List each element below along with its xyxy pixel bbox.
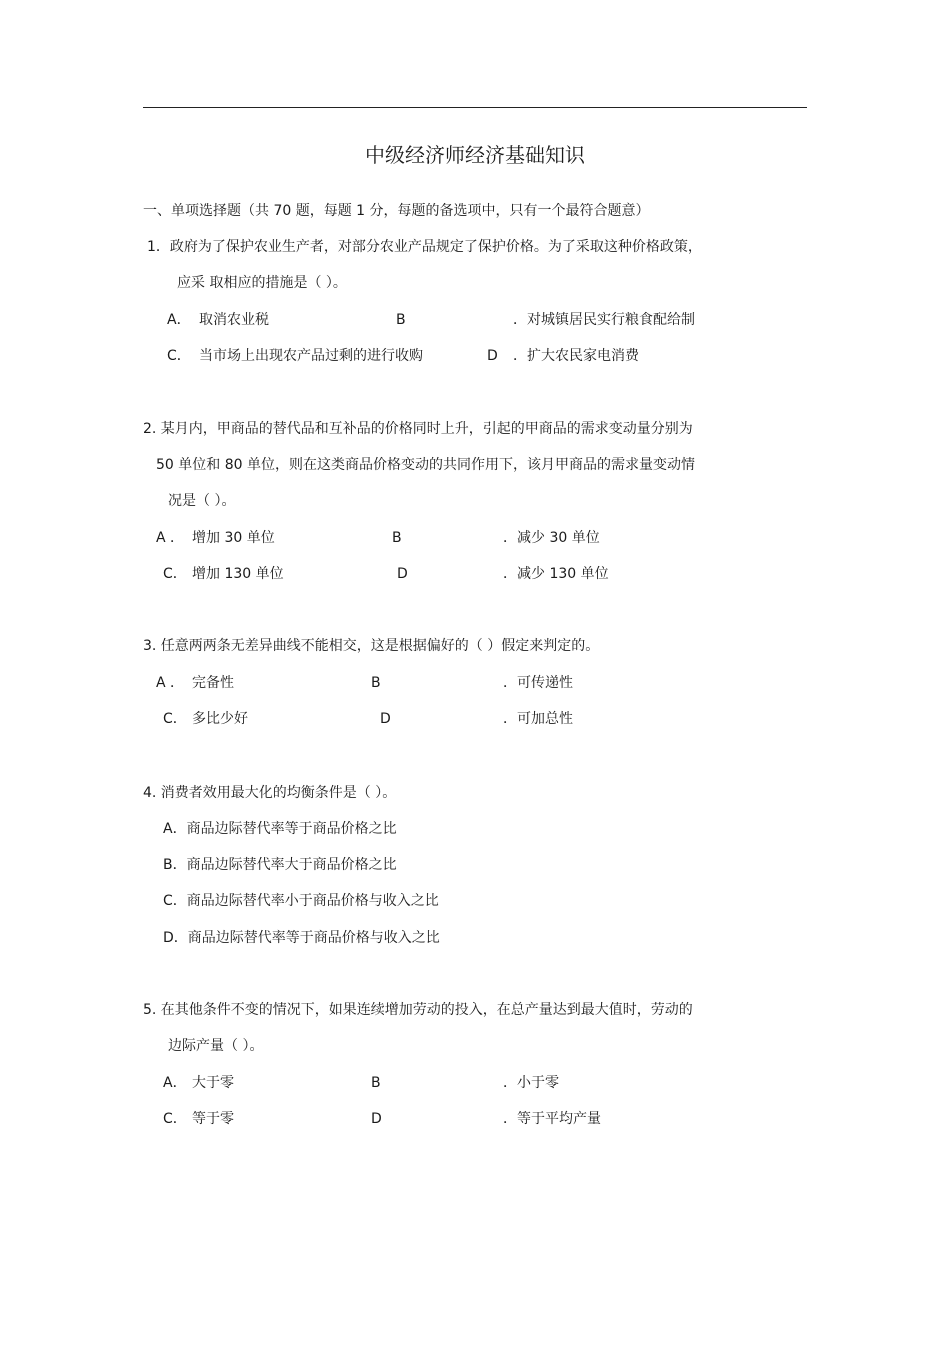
option-a-text: 取消农业税	[199, 312, 269, 328]
option-b-letter: B	[396, 312, 406, 328]
option-d-text: ．减少 130 单位	[503, 566, 609, 582]
option-d-letter: D	[397, 566, 408, 582]
section-heading: 一、单项选择题（共 70 题，每题 1 分，每题的备选项中，只有一个最符合题意）	[143, 203, 650, 219]
option-c-text: 当市场上出现农产品过剩的进行收购	[199, 348, 423, 364]
option-b-letter: B	[392, 530, 402, 546]
option-c-letter: C．	[163, 566, 187, 582]
option-a-letter: A ．	[156, 530, 185, 546]
option-d-text: ．等于平均产量	[503, 1111, 601, 1127]
option-c-text: 等于零	[192, 1111, 234, 1127]
option-a-text: 大于零	[192, 1075, 234, 1091]
option-c-text: 多比少好	[192, 711, 248, 727]
option-d-letter: D	[380, 711, 391, 727]
option-c-letter: C．	[167, 348, 191, 364]
option-b-letter: B	[371, 1075, 381, 1091]
option-d-letter: D	[371, 1111, 382, 1127]
option-a-text: 完备性	[192, 675, 234, 691]
option-d-letter: D	[487, 348, 498, 364]
question-1-text-cont: 应采 取相应的措施是（ ）。	[177, 275, 347, 291]
option-d-text: ．扩大农民家电消费	[513, 348, 639, 364]
option-b-letter: B	[371, 675, 381, 691]
option-c-letter: C．	[163, 1111, 187, 1127]
option-a-letter: A．	[163, 1075, 187, 1091]
question-4-text: 4. 消费者效用最大化的均衡条件是（ ）。	[143, 785, 397, 801]
option-d: D．商品边际替代率等于商品价格与收入之比	[163, 930, 440, 946]
page-title: 中级经济师经济基础知识	[365, 143, 585, 167]
option-c-letter: C．	[163, 711, 187, 727]
option-c-text: 增加 130 单位	[192, 566, 284, 582]
question-5-text-cont: 边际产量（ ）。	[168, 1038, 264, 1054]
option-a-letter: A．	[167, 312, 191, 328]
option-b-text: ．可传递性	[503, 675, 573, 691]
option-b-text: ．对城镇居民实行粮食配给制	[513, 312, 695, 328]
question-5-text: 5. 在其他条件不变的情况下，如果连续增加劳动的投入，在总产量达到最大值时，劳动的	[143, 1002, 693, 1018]
option-b-text: ．减少 30 单位	[503, 530, 600, 546]
option-c: C．商品边际替代率小于商品价格与收入之比	[163, 893, 439, 909]
option-d-text: ．可加总性	[503, 711, 573, 727]
option-a: A．商品边际替代率等于商品价格之比	[163, 821, 397, 837]
option-b: B．商品边际替代率大于商品价格之比	[163, 857, 397, 873]
question-2-text: 2. 某月内，甲商品的替代品和互补品的价格同时上升，引起的甲商品的需求变动量分别为	[143, 421, 693, 437]
question-2-text-end: 况是（ ）。	[168, 493, 236, 509]
header-rule	[143, 107, 807, 108]
option-a-text: 增加 30 单位	[192, 530, 275, 546]
question-1-text: 1．政府为了保护农业生产者，对部分农业产品规定了保护价格。为了采取这种价格政策，	[147, 239, 702, 255]
question-2-text-cont: 50 单位和 80 单位，则在这类商品价格变动的共同作用下，该月甲商品的需求量变动情	[156, 457, 695, 473]
question-3-text: 3. 任意两两条无差异曲线不能相交，这是根据偏好的（ ）假定来判定的。	[143, 638, 600, 654]
option-b-text: ．小于零	[503, 1075, 559, 1091]
option-a-letter: A ．	[156, 675, 185, 691]
